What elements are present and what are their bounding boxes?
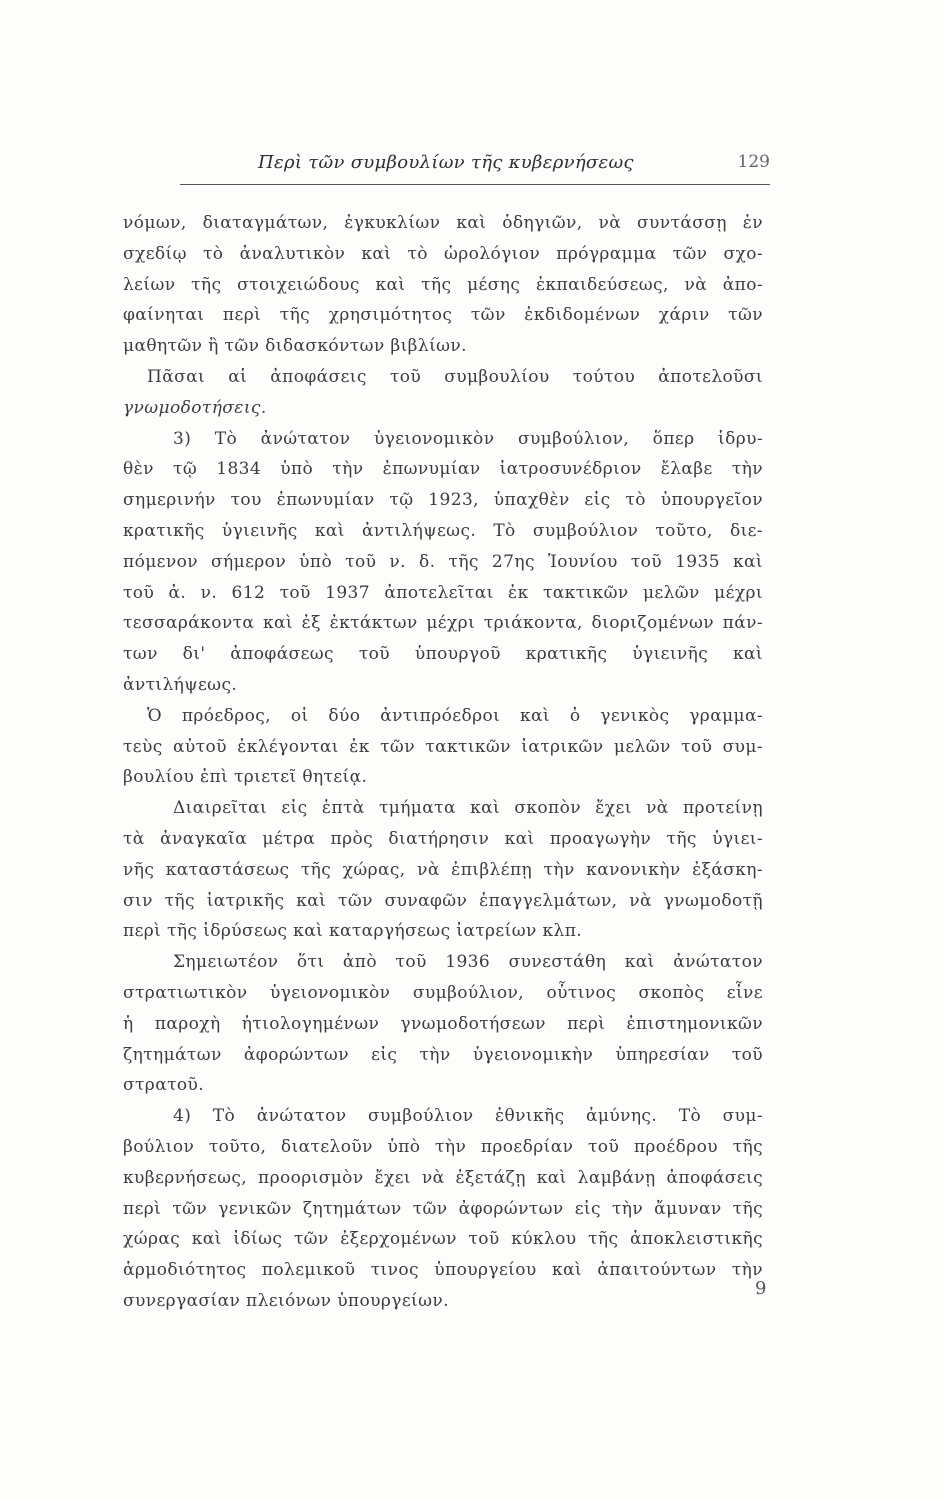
- page-number: 129: [737, 152, 770, 172]
- section-heading-3: 3) Τὸ ἀνώτατον ὑγειονομικὸν συμβούλιον, ὅπερ ἱδρυ-: [173, 428, 763, 449]
- text-line: θὲν τῷ 1834 ὑπὸ τὴν ἐπωνυμίαν ἰατροσυνέδριον ἔλαβε τὴν: [123, 459, 763, 480]
- running-head: [250, 152, 770, 178]
- text-line: λείων τῆς στοιχειώδους καὶ τῆς μέσης ἐκπαιδεύσεως, νὰ ἀπο-: [123, 274, 763, 295]
- text-line: στρατιωτικὸν ὑγειονομικὸν συμβούλιον, οὗτινος σκοπὸς εἶνε: [123, 982, 763, 1003]
- text-line: κυβερνήσεως, προορισμὸν ἔχει νὰ ἐξετάζῃ καὶ λαμβάνῃ ἀποφάσεις: [123, 1167, 763, 1188]
- text-line: Πᾶσαι αἱ ἀποφάσεις τοῦ συμβουλίου τούτου ἀποτελοῦσι: [147, 366, 763, 387]
- text-line: νῆς καταστάσεως τῆς χώρας, νὰ ἐπιβλέπῃ τὴν κανονικὴν ἐξάσκη-: [123, 859, 763, 880]
- text-line: νόμων, διαταγμάτων, ἐγκυκλίων καὶ ὁδηγιῶν, νὰ συντάσσῃ ἐν: [123, 213, 763, 233]
- text-line: ἁρμοδιότητος πολεμικοῦ τινος ὑπουργείου καὶ ἀπαιτούντων τὴν: [123, 1260, 763, 1281]
- text-line: Ὁ πρόεδρος, οἱ δύο ἀντιπρόεδροι καὶ ὁ γενικὸς γραμμα-: [147, 705, 763, 726]
- text-line: τεὺς αὐτοῦ ἐκλέγονται ἐκ τῶν τακτικῶν ἰατρικῶν μελῶν τοῦ συμ-: [123, 736, 763, 757]
- text-line: χώρας καὶ ἰδίως τῶν ἐξερχομένων τοῦ κύκλου τῆς ἀποκλειστικῆς: [123, 1229, 763, 1250]
- section-heading-4: 4) Τὸ ἀνώτατον συμβούλιον ἐθνικῆς ἀμύνης. Τὸ συμ-: [173, 1106, 763, 1127]
- text-line: σχεδίῳ τὸ ἀναλυτικὸν καὶ τὸ ὡρολόγιον πρόγραμμα τῶν σχο-: [123, 243, 763, 264]
- text-line: στρατοῦ.: [123, 1075, 205, 1096]
- text-line: γνωμοδοτήσεις.: [123, 397, 267, 418]
- text-line: κρατικῆς ὑγιεινῆς καὶ ἀντιλήψεως. Τὸ συμβούλιον τοῦτο, διε-: [123, 520, 763, 541]
- text-line: βούλιον τοῦτο, διατελοῦν ὑπὸ τὴν προεδρίαν τοῦ προέδρου τῆς: [123, 1136, 763, 1157]
- signature-mark: 9: [755, 1278, 767, 1299]
- text-line: σιν τῆς ἰατρικῆς καὶ τῶν συναφῶν ἐπαγγελμάτων, νὰ γνωμοδοτῇ: [123, 890, 763, 911]
- text-line: ἡ παροχὴ ἠτιολογημένων γνωμοδοτήσεων περὶ ἐπιστημονικῶν: [123, 1013, 763, 1034]
- text-line: τεσσαράκοντα καὶ ἐξ ἐκτάκτων μέχρι τριάκοντα, διοριζομένων πάν-: [123, 613, 763, 634]
- text-line: βουλίου ἐπὶ τριετεῖ θητείᾳ.: [123, 767, 368, 788]
- header-rule: [180, 184, 770, 185]
- text-line: μαθητῶν ἢ τῶν διδασκόντων βιβλίων.: [123, 336, 467, 357]
- body-text: [123, 210, 763, 1319]
- text-line: φαίνηται περὶ τῆς χρησιμότητος τῶν ἐκδιδομένων χάριν τῶν: [123, 305, 763, 326]
- text-line: τοῦ ἀ. ν. 612 τοῦ 1937 ἀποτελεῖται ἐκ τακτικῶν μελῶν μέχρι: [123, 582, 763, 603]
- text-line: των δι' ἀποφάσεως τοῦ ὑπουργοῦ κρατικῆς ὑγιεινῆς καὶ: [123, 644, 763, 665]
- text-line: συνεργασίαν πλειόνων ὑπουργείων.: [123, 1290, 449, 1311]
- text-line: ἀντιλήψεως.: [123, 674, 238, 695]
- text-line: περὶ τῶν γενικῶν ζητημάτων τῶν ἀφορώντων εἰς τὴν ἄμυναν τῆς: [123, 1198, 763, 1219]
- text-line: περὶ τῆς ἱδρύσεως καὶ καταργήσεως ἰατρείων κλπ.: [123, 921, 583, 942]
- text-line: Διαιρεῖται εἰς ἑπτὰ τμήματα καὶ σκοπὸν ἔχει νὰ προτείνῃ: [173, 798, 763, 819]
- text-line: Σημειωτέον ὅτι ἀπὸ τοῦ 1936 συνεστάθη καὶ ἀνώτατον: [173, 952, 763, 973]
- text-line: τὰ ἀναγκαῖα μέτρα πρὸς διατήρησιν καὶ προαγωγὴν τῆς ὑγιει-: [123, 828, 763, 849]
- text-line: ζητημάτων ἀφορώντων εἰς τὴν ὑγειονομικὴν ὑπηρεσίαν τοῦ: [123, 1044, 763, 1065]
- text-line: σημερινήν του ἐπωνυμίαν τῷ 1923, ὑπαχθὲν εἰς τὸ ὑπουργεῖον: [123, 490, 763, 511]
- text-line: πόμενον σήμερον ὑπὸ τοῦ ν. δ. τῆς 27ης Ἰουνίου τοῦ 1935 καὶ: [123, 551, 763, 572]
- running-title: Περὶ τῶν συμβουλίων τῆς κυβερνήσεως: [258, 152, 634, 173]
